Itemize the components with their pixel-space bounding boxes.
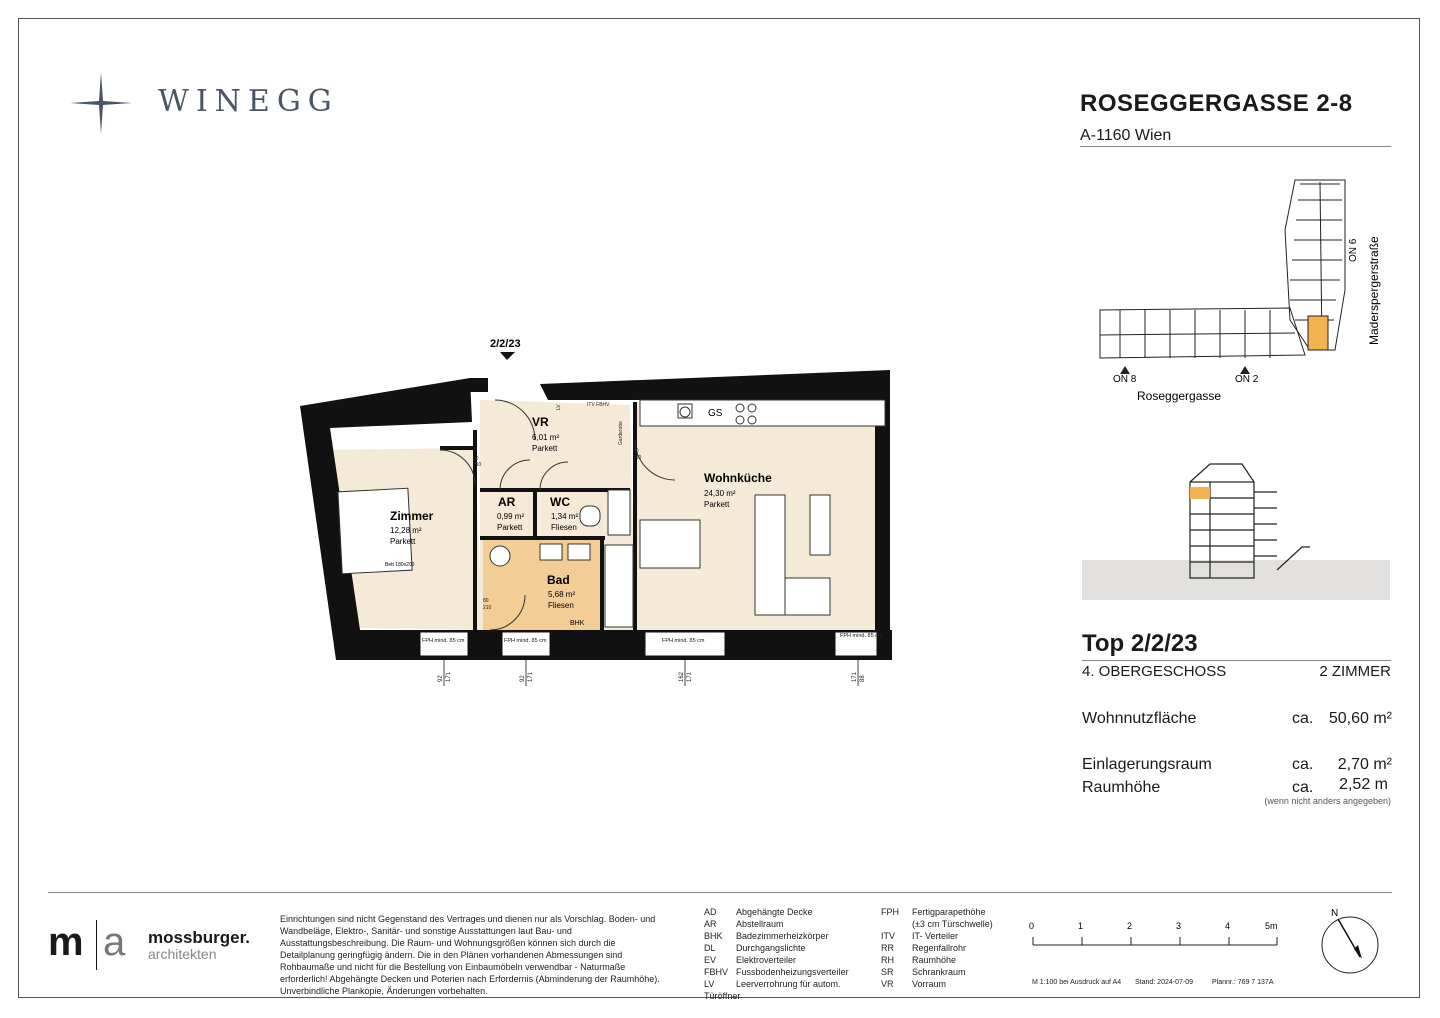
svg-text:6,01 m²: 6,01 m² bbox=[532, 433, 560, 442]
door-dim: 210 bbox=[473, 462, 482, 468]
unit-rooms: 2 ZIMMER bbox=[1319, 663, 1391, 680]
entrance-on8: ON 8 bbox=[1113, 374, 1137, 385]
window-dim: 171 bbox=[528, 671, 534, 682]
site-plan bbox=[1090, 170, 1400, 410]
legend-left: AD Abgehängte Decke AR Abstellraum BHK Badezimmerheizkörper DL Durchgangslichte EV Elektroverteiler FBHV Fussbodenheizungsverteiler LV Leerverrohrung für autom. Türöffner bbox=[704, 907, 849, 1001]
address-street: ROSEGGERGASSE 2-8 bbox=[1080, 90, 1353, 117]
bhk-label: BHK bbox=[570, 620, 585, 627]
brand-logo: WINEGG bbox=[158, 84, 339, 119]
svg-text:0,99 m²: 0,99 m² bbox=[497, 512, 525, 521]
disclaimer: Einrichtungen sind nicht Gegenstand des Vertrages und dienen nur als Vorschlag. Boden- und Wandbeläge, Elektro-, Sanitär- und sonstige Ausstattungen laut Bau- und Ausstattungsbeschreibung. Die Raum- und Wohnungsgrößen können sich durch die Detailplanung geringfügig ändern. Die in den Plänen vorhandenen Abmessungen sind Rohbaumaße und nicht für die Bestellung von Einbaumöbeln verwendbar - Naturmaße erforderlich! Abgehängte Decken und Poterien nach Erfordernis (Abminderung der Raumhöhe). Unverbindliche Plankopie, Änderungen vorbehalten. bbox=[280, 914, 660, 996]
plan-date: Stand: 2024-07-09 bbox=[1135, 979, 1193, 986]
scale-tick: 4 bbox=[1225, 921, 1231, 931]
door-dim: 80 bbox=[473, 456, 479, 462]
svg-text:VR: VR bbox=[532, 415, 549, 429]
architect-a: a bbox=[103, 920, 126, 964]
svg-text:1,34 m²: 1,34 m² bbox=[551, 512, 579, 521]
door-dim: 210 bbox=[483, 605, 492, 611]
window-dim: 171 bbox=[852, 671, 858, 682]
street-madersperger: Maderspergerstraße bbox=[1367, 236, 1381, 345]
area-value: 50,60 m² bbox=[1328, 710, 1392, 727]
fph-label: FPH mind. 85 cm bbox=[662, 638, 705, 644]
storage-label: Einlagerungsraum bbox=[1082, 756, 1212, 773]
svg-text:Zimmer: Zimmer bbox=[390, 509, 434, 523]
area-ca: ca. bbox=[1292, 710, 1314, 727]
scale-tick: 3 bbox=[1176, 921, 1182, 931]
architect-m: m bbox=[48, 920, 84, 964]
entrance-on2: ON 2 bbox=[1235, 374, 1259, 385]
lv-label: LV bbox=[556, 404, 562, 410]
storage-ca: ca. bbox=[1292, 756, 1314, 773]
itv-label: ITV FBHV bbox=[587, 402, 610, 408]
north-arrow-icon bbox=[1318, 905, 1382, 977]
scale-bar bbox=[1025, 915, 1285, 955]
gs-label: GS bbox=[708, 408, 723, 419]
svg-text:WC: WC bbox=[550, 495, 570, 509]
scale-tick: 0 bbox=[1029, 921, 1035, 931]
plan-marker: 2/2/23 bbox=[490, 338, 521, 350]
door-dim: 80 bbox=[483, 598, 489, 604]
svg-text:Bad: Bad bbox=[547, 573, 570, 587]
svg-text:24,30 m²: 24,30 m² bbox=[704, 489, 736, 498]
legend-right: FPH Fertigparapethöhe (±3 cm Türschwelle) ITV IT- Verteiler RR Regenfallrohr RH Raumhöhe SR Schrankraum VR Vorraum bbox=[881, 907, 993, 989]
svg-text:5,68 m²: 5,68 m² bbox=[548, 590, 576, 599]
svg-text:Parkett: Parkett bbox=[532, 444, 558, 453]
window-dim: 162 bbox=[679, 671, 685, 682]
bed-label: Bett 180x200 bbox=[385, 562, 415, 568]
height-label: Raumhöhe bbox=[1082, 779, 1161, 796]
window-dim: 92 bbox=[438, 675, 444, 682]
window-dim: 88 bbox=[860, 675, 866, 682]
svg-text:Fliesen: Fliesen bbox=[551, 523, 577, 532]
entrance-on6: ON 6 bbox=[1348, 238, 1359, 262]
svg-text:AR: AR bbox=[498, 495, 516, 509]
divider bbox=[1082, 660, 1391, 661]
svg-text:Wohnküche: Wohnküche bbox=[704, 471, 772, 485]
window-dim: 92 bbox=[520, 675, 526, 682]
section-drawing bbox=[1082, 452, 1392, 602]
scale-tick: 2 bbox=[1127, 921, 1133, 931]
garderobe-label: Garderobe bbox=[618, 421, 624, 445]
plan-number: Plannr.: 769 7 137A bbox=[1212, 979, 1274, 986]
fph-label: FPH mind. 85 cm bbox=[422, 638, 465, 644]
svg-text:12,28 m²: 12,28 m² bbox=[390, 526, 422, 535]
scale-tick: 1 bbox=[1078, 921, 1084, 931]
svg-text:Parkett: Parkett bbox=[497, 523, 523, 532]
address-city: A-1160 Wien bbox=[1080, 127, 1172, 144]
unit-floor: 4. OBERGESCHOSS bbox=[1082, 663, 1227, 680]
window-dim: 171 bbox=[687, 671, 693, 682]
svg-text:Parkett: Parkett bbox=[390, 537, 416, 546]
fph-label: FPH mind. 85 cm bbox=[840, 633, 883, 639]
area-label: Wohnnutzfläche bbox=[1082, 710, 1197, 727]
north-label: N bbox=[1331, 908, 1339, 919]
street-roseggergasse: Roseggergasse bbox=[1137, 389, 1222, 403]
scale-tick: 5m bbox=[1265, 921, 1278, 931]
footer-divider bbox=[48, 892, 1392, 893]
window-dim: 171 bbox=[446, 671, 452, 682]
scale-note: M 1:100 bei Ausdruck auf A4 bbox=[1032, 979, 1122, 986]
door-dim: 80 bbox=[633, 448, 639, 454]
architect-name: mossburger. bbox=[148, 928, 251, 947]
storage-value: 2,70 m² bbox=[1337, 756, 1392, 773]
architect-sub: architekten bbox=[148, 946, 217, 962]
svg-text:Fliesen: Fliesen bbox=[548, 601, 574, 610]
fph-label: FPH mind. 85 cm bbox=[504, 638, 547, 644]
compass-star-icon bbox=[68, 70, 134, 136]
floor-plan bbox=[290, 330, 900, 690]
unit-top: Top 2/2/23 bbox=[1082, 630, 1198, 657]
architect-bar bbox=[96, 920, 97, 970]
svg-text:Parkett: Parkett bbox=[704, 500, 730, 509]
height-value: 2,52 m bbox=[1339, 776, 1388, 793]
door-dim: 210 bbox=[633, 455, 642, 461]
divider bbox=[1080, 146, 1391, 147]
height-ca: ca. bbox=[1292, 779, 1314, 796]
height-note: (wenn nicht anders angegeben) bbox=[1264, 796, 1391, 806]
